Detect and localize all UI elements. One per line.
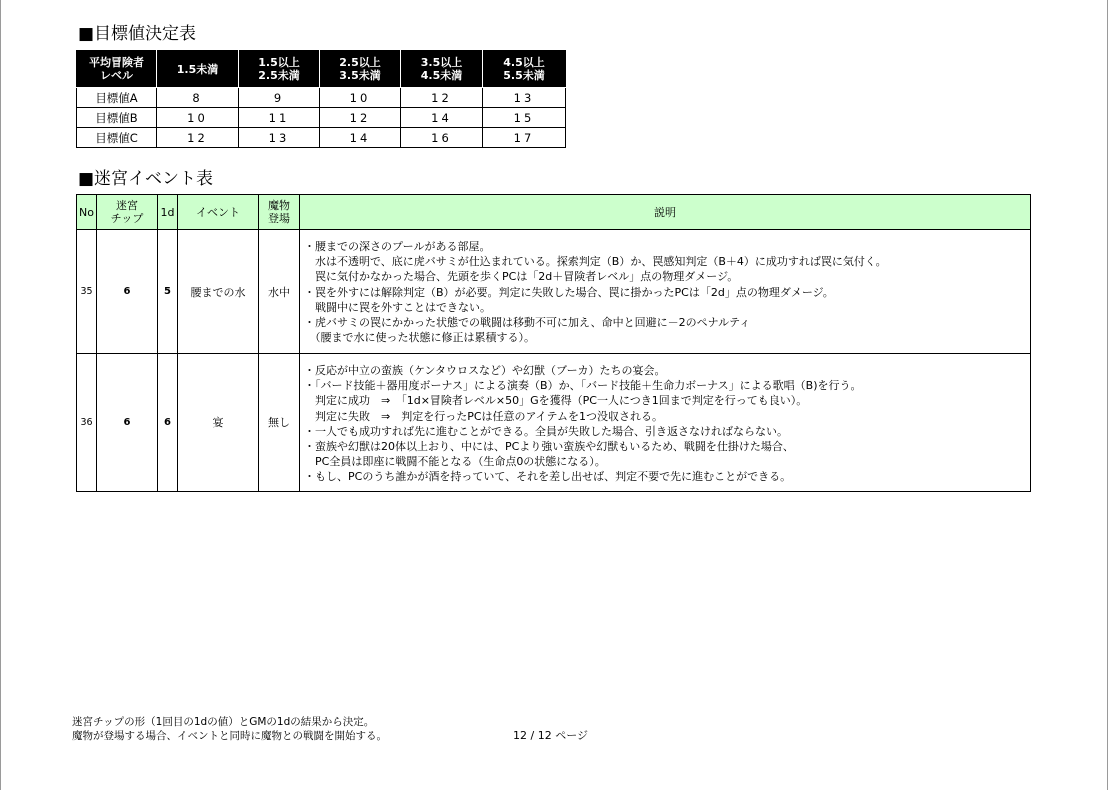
table-cell: 12 (401, 88, 483, 108)
header-avg-level: 平均冒険者 レベル (77, 51, 157, 88)
event-row-35 (77, 230, 1031, 354)
table-cell: 10 (157, 108, 239, 128)
event-chip: 6 (97, 230, 158, 354)
footer-note (72, 715, 387, 743)
header-monster: 魔物 登場 (259, 195, 300, 230)
row-label: 目標値B (77, 108, 157, 128)
event-name: 腰までの水 (178, 230, 259, 354)
target-row-b (77, 108, 566, 128)
description-line: ・もし、PCのうち誰かが酒を持っていて、それを差し出せば、判定不要で先に進むことができる。 (304, 470, 792, 484)
page-number: 12 / 12 ページ (513, 729, 588, 742)
target-row-a (77, 88, 566, 108)
description-line: ・罠を外すには解除判定（B）が必要。判定に失敗した場合、罠に掛かったPCは「2d」点の物理ダメージ。 (304, 285, 834, 299)
event-monster: 無し (259, 354, 300, 492)
event-no: 35 (77, 230, 97, 354)
target-row-c (77, 128, 566, 148)
header-description: 説明 (300, 195, 1031, 230)
event-description (300, 230, 1031, 354)
table-cell: 16 (401, 128, 483, 148)
table-cell: 8 (157, 88, 239, 108)
header-chip: 迷宮 チップ (97, 195, 158, 230)
footer-note-line: 魔物が登場する場合、イベントと同時に魔物との戦闘を開始する。 (72, 730, 387, 742)
event-header-row (77, 195, 1031, 230)
header-1d: 1d (158, 195, 178, 230)
description-line: 罠に気付かなかった場合、先頭を歩くPCは「2d＋冒険者レベル」点の物理ダメージ。 (304, 270, 739, 284)
row-label: 目標値C (77, 128, 157, 148)
description-line: PC全員は即座に戦闘不能となる（生命点0の状態になる）。 (304, 455, 606, 469)
description-line: ・反応が中立の蛮族（ケンタウロスなど）や幻獣（ブーカ）たちの宴会。 (304, 364, 666, 377)
table-cell: 12 (157, 128, 239, 148)
event-row-36 (77, 354, 1031, 492)
event-name: 宴 (178, 354, 259, 492)
table-cell: 13 (483, 88, 566, 108)
description-line: ・腰までの深さのプールがある部屋。 (304, 240, 491, 253)
description-line: ・「バード技能＋器用度ボーナス」による演奏（B）か、「バード技能＋生命力ボーナス」による歌唱（B)を行う。 (304, 379, 862, 393)
description-line: 判定に成功 ⇒ 「1d×冒険者レベル×50」Gを獲得（PC一人につき1回まで判定を行っても良い）。 (304, 394, 808, 408)
table-cell: 15 (483, 108, 566, 128)
description-line: 戦闘中に罠を外すことはできない。 (304, 300, 491, 314)
description-line: 水は不透明で、底に虎バサミが仕込まれている。探索判定（B）か、罠感知判定（B＋4）に成功すれば罠に気付く。 (304, 255, 887, 269)
event-1d: 6 (158, 354, 178, 492)
target-value-table (76, 50, 566, 148)
table-cell: 10 (320, 88, 401, 108)
header-col-1: 1.5未満 (157, 51, 239, 88)
description-line: ・虎バサミの罠にかかった状態での戦闘は移動不可に加え、命中と回避に－2のペナルティ (304, 316, 751, 330)
header-col-2: 1.5以上 2.5未満 (239, 51, 320, 88)
header-col-5: 4.5以上 5.5未満 (483, 51, 566, 88)
header-col-4: 3.5以上 4.5未満 (401, 51, 483, 88)
event-description (300, 354, 1031, 492)
description-line: ・一人でも成功すれば先に進むことができる。全員が失敗した場合、引き返さなければならない。 (304, 424, 788, 438)
row-label: 目標値A (77, 88, 157, 108)
table-cell: 13 (239, 128, 320, 148)
table-cell: 12 (320, 108, 401, 128)
event-monster: 水中 (259, 230, 300, 354)
target-table-title: ■目標値決定表 (78, 24, 197, 44)
event-table-title: ■迷宮イベント表 (78, 169, 214, 189)
labyrinth-event-table (76, 194, 1031, 492)
description-line: 判定に失敗 ⇒ 判定を行ったPCは任意のアイテムを1つ没収される。 (304, 409, 663, 423)
table-cell: 14 (401, 108, 483, 128)
table-cell: 17 (483, 128, 566, 148)
table-cell: 11 (239, 108, 320, 128)
description-line: （腰まで水に使った状態に修正は累積する）。 (304, 331, 535, 345)
event-no: 36 (77, 354, 97, 492)
footer-note-line: 迷宮チップの形（1回目の1dの値）とGMの1dの結果から決定。 (72, 716, 375, 728)
table-cell: 14 (320, 128, 401, 148)
target-header-row (77, 51, 566, 88)
description-line: ・蛮族や幻獣は20体以上おり、中には、PCより強い蛮族や幻獣もいるため、戦闘を仕掛けた場合、 (304, 440, 794, 454)
event-chip: 6 (97, 354, 158, 492)
header-event: イベント (178, 195, 259, 230)
header-col-3: 2.5以上 3.5未満 (320, 51, 401, 88)
table-cell: 9 (239, 88, 320, 108)
header-no: No (77, 195, 97, 230)
event-1d: 5 (158, 230, 178, 354)
